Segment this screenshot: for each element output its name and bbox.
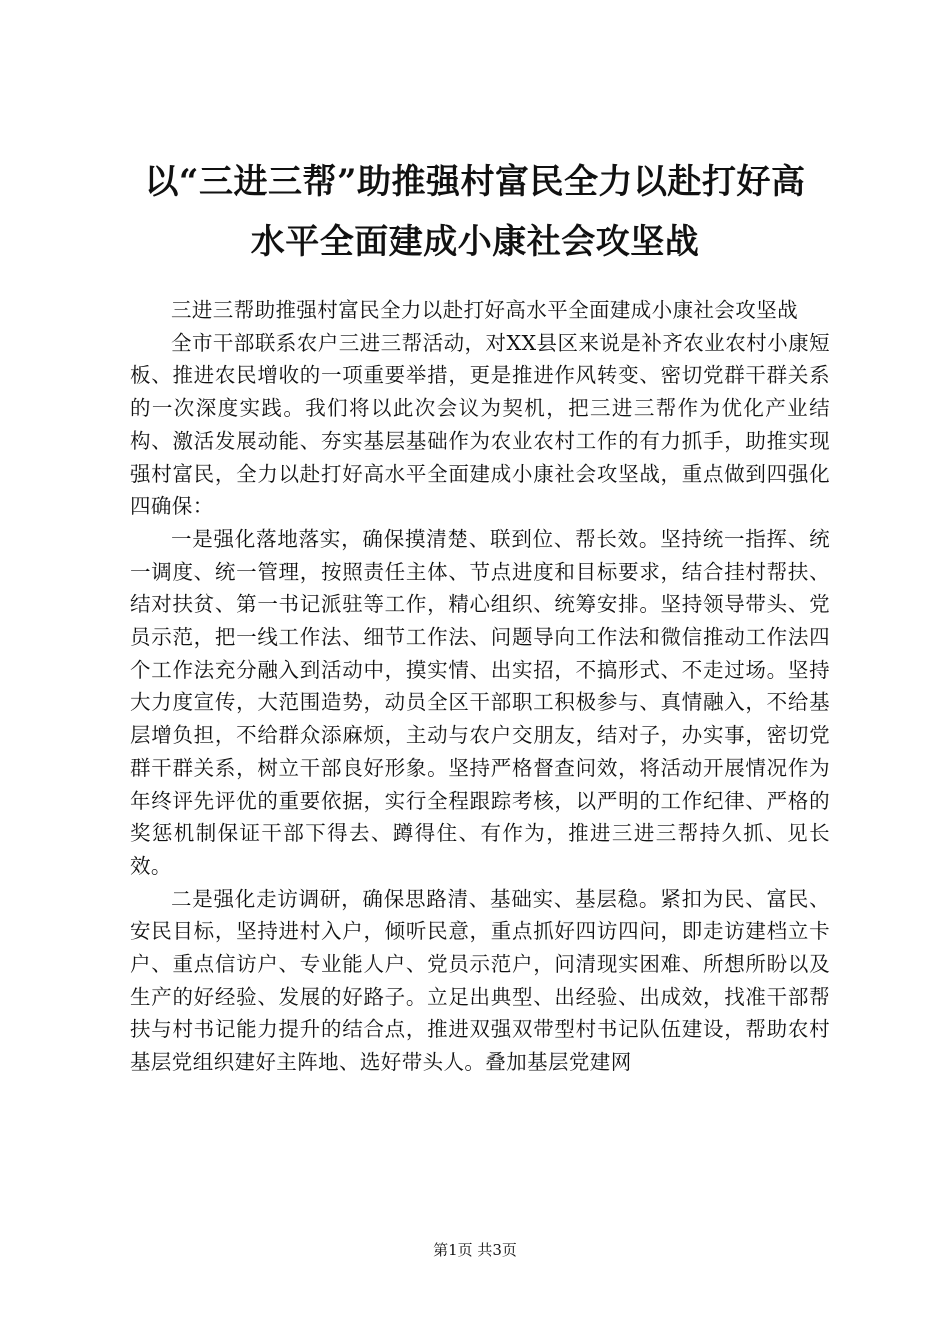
paragraph-intro: 全市干部联系农户三进三帮活动，对XX县区来说是补齐农业农村小康短板、推进农民增收的一项重要举措，更是推进作风转变、密切党群干群关系的一次深度实践。我们将以此次会议为契机，把三进三帮作为优化产业结构、激活发展动能、夯实基层基础作为农业农村工作的有力抓手，助推实现强村富民，全力以赴打好高水平全面建成小康社会攻坚战，重点做到四强化四确保： <box>130 330 830 519</box>
document-title-line-1: 以“三进三帮”助推强村富民全力以赴打好高 <box>144 162 806 202</box>
paragraph-point-two: 二是强化走访调研，确保思路清、基础实、基层稳。紧扣为民、富民、安民目标，坚持进村入户，倾听民意，重点抓好四访四问，即走访建档立卡户、重点信访户、专业能人户、党员示范户，问清现实困难、所想所盼以及生产的好经验、发展的好路子。立足出典型、出经验、出成效，找准干部帮扶与村书记能力提升的结合点，推进双强双带型村书记队伍建设，帮助农村基层党组织建好主阵地、选好带头人。叠加基层党建网 <box>130 886 830 1075</box>
document-body <box>130 294 830 1079</box>
paragraph-point-one: 一是强化落地落实，确保摸清楚、联到位、帮长效。坚持统一指挥、统一调度、统一管理，按照责任主体、节点进度和目标要求，结合挂村帮扶、结对扶贫、第一书记派驻等工作，精心组织、统筹安排。坚持领导带头、党员示范，把一线工作法、细节工作法、问题导向工作法和微信推动工作法四个工作法充分融入到活动中，摸实情、出实招，不搞形式、不走过场。坚持大力度宣传，大范围造势，动员全区干部职工积极参与、真情融入，不给基层增负担，不给群众添麻烦，主动与农户交朋友，结对子，办实事，密切党群干群关系，树立干部良好形象。坚持严格督查问效，将活动开展情况作为年终评先评优的重要依据，实行全程跟踪考核，以严明的工作纪律、严格的奖惩机制保证干部下得去、蹲得住、有作为，推进三进三帮持久抓、见长效。 <box>130 526 830 878</box>
paragraph-subtitle: 三进三帮助推强村富民全力以赴打好高水平全面建成小康社会攻坚战 <box>171 298 798 322</box>
page-footer: 第1页 共3页 <box>433 1241 517 1259</box>
document-title-line-2: 水平全面建成小康社会攻坚战 <box>250 222 700 262</box>
